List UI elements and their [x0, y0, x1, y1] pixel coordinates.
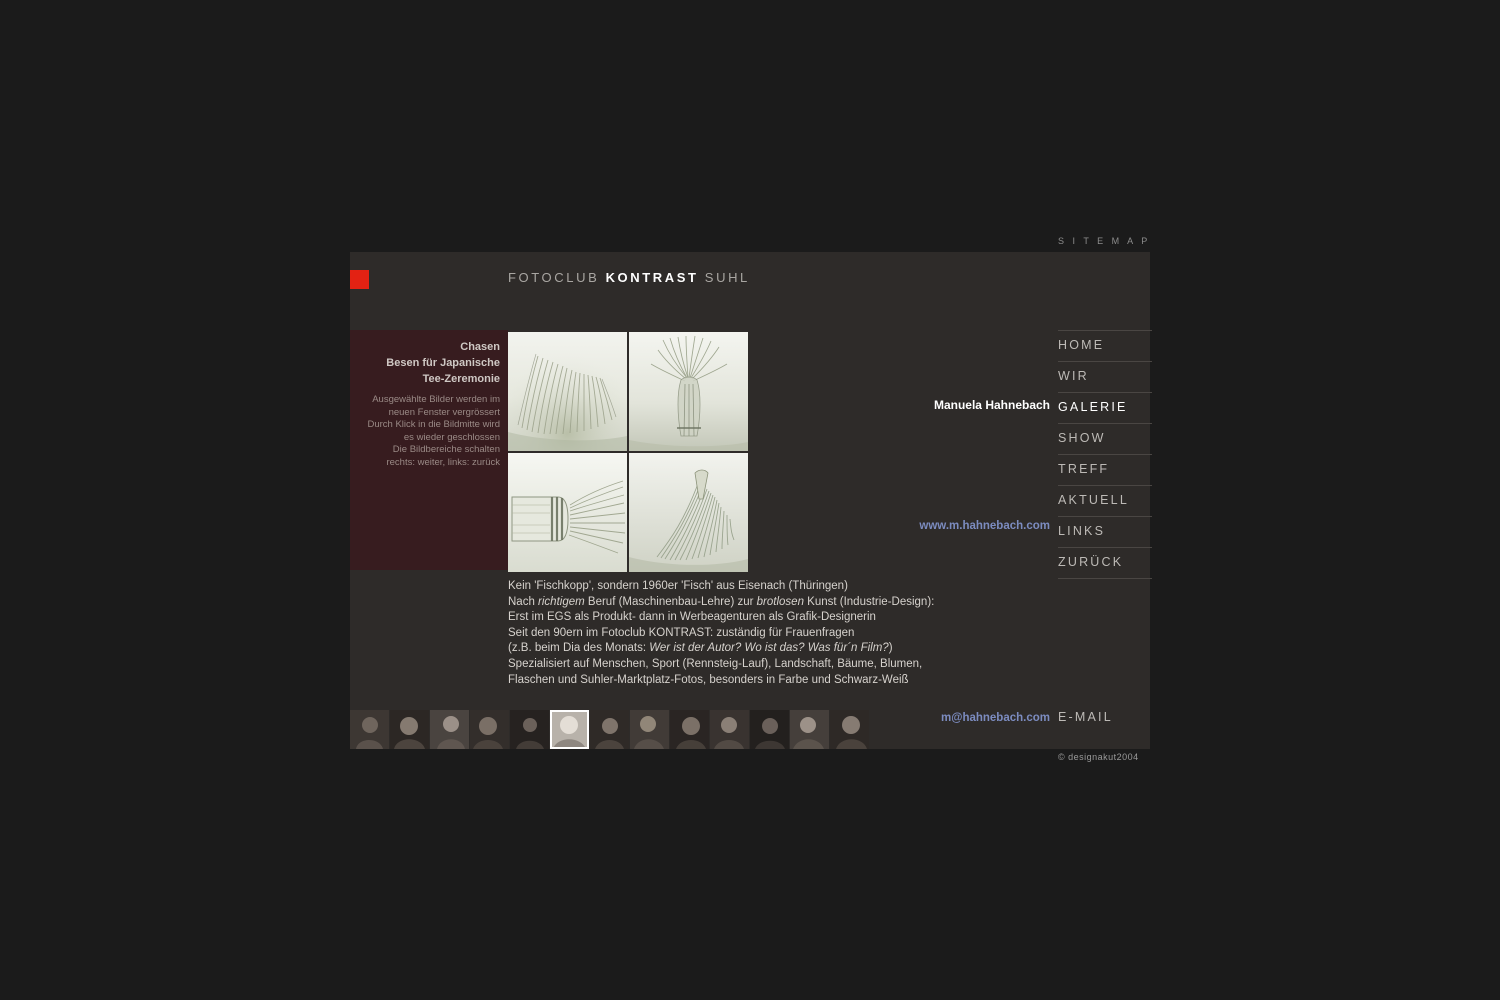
member-thumbnail-strip: [350, 710, 870, 749]
bio-line-2: Nach richtigem Beruf (Maschinenbau-Lehre) zur brotlosen Kunst (Industrie-Design):: [508, 595, 935, 608]
caption-note-line-3: Durch Klick in die Bildmitte wird: [367, 419, 500, 430]
caption-note-line-2: neuen Fenster vergrössert: [388, 406, 500, 418]
sitemap-link[interactable]: S I T E M A P: [1058, 236, 1151, 246]
caption-title-line-3: Tee-Zeremonie: [422, 373, 500, 385]
caption-title: [350, 339, 500, 387]
thumb-member-5[interactable]: [510, 710, 549, 749]
author-website-link[interactable]: www.m.hahnebach.com: [919, 520, 1050, 532]
brand-part-fotoclub: FOTOCLUB: [508, 270, 606, 285]
copyright-text: © designakut2004: [1058, 752, 1139, 762]
thumb-member-7[interactable]: [590, 710, 629, 749]
nav-item-home[interactable]: HOME: [1058, 330, 1152, 362]
nav-item-email[interactable]: E-MAIL: [1058, 710, 1113, 724]
photo-chasen-top-left[interactable]: [508, 332, 627, 451]
nav-item-aktuell[interactable]: AKTUELL: [1058, 486, 1152, 517]
caption-note: [350, 394, 500, 469]
thumb-member-1[interactable]: [350, 710, 389, 749]
brand-part-kontrast: KONTRAST: [605, 270, 699, 285]
thumb-member-3[interactable]: [430, 710, 469, 749]
bio-line-7: Flaschen und Suhler-Marktplatz-Fotos, besonders in Farbe und Schwarz-Weiß: [508, 673, 909, 686]
site-container: [350, 252, 1150, 749]
nav-item-links[interactable]: LINKS: [1058, 517, 1152, 548]
thumb-member-12[interactable]: [790, 710, 829, 749]
thumb-member-13[interactable]: [830, 710, 869, 749]
thumb-member-8[interactable]: [630, 710, 669, 749]
thumb-member-6[interactable]: [550, 710, 589, 749]
brand-title: [508, 270, 750, 285]
main-nav: [1058, 330, 1152, 579]
caption-note-line-1: Ausgewählte Bilder werden im: [372, 394, 500, 405]
bio-line-3: Erst im EGS als Produkt- dann in Werbeagenturen als Grafik-Designerin: [508, 611, 876, 624]
nav-item-show[interactable]: SHOW: [1058, 424, 1152, 455]
bio-line-1: Kein 'Fischkopp', sondern 1960er 'Fisch' aus Eisenach (Thüringen): [508, 580, 848, 592]
thumb-member-11[interactable]: [750, 710, 789, 749]
author-email-link[interactable]: m@hahnebach.com: [941, 712, 1050, 724]
nav-item-galerie[interactable]: GALERIE: [1058, 393, 1152, 424]
thumb-member-9[interactable]: [670, 710, 709, 749]
photo-chasen-bottom-right[interactable]: [629, 453, 748, 572]
author-name: Manuela Hahnebach: [933, 398, 1050, 412]
caption-panel: [350, 330, 508, 570]
nav-item-treff[interactable]: TREFF: [1058, 455, 1152, 486]
bio-line-5: (z.B. beim Dia des Monats: Wer ist der Autor? Wo ist das? Was für´n Film?): [508, 642, 893, 655]
thumb-member-10[interactable]: [710, 710, 749, 749]
bio-text: [508, 579, 1028, 688]
photo-chasen-bottom-left[interactable]: [508, 453, 627, 572]
logo-square-icon[interactable]: [350, 270, 369, 289]
caption-note-line-5: Die Bildbereiche schalten: [392, 444, 500, 455]
caption-title-line-2: Besen für Japanische: [386, 357, 500, 369]
caption-note-line-6: rechts: weiter, links: zurück: [386, 456, 500, 468]
caption-note-line-4: es wieder geschlossen: [403, 431, 500, 443]
bio-line-6: Spezialisiert auf Menschen, Sport (Rennsteig-Lauf), Landschaft, Bäume, Blumen,: [508, 657, 923, 670]
photo-chasen-top-right[interactable]: [629, 332, 748, 451]
caption-title-line-1: Chasen: [460, 341, 500, 353]
bio-line-4: Seit den 90ern im Fotoclub KONTRAST: zuständig für Frauenfragen: [508, 626, 855, 639]
nav-item-wir[interactable]: WIR: [1058, 362, 1152, 393]
thumb-member-2[interactable]: [390, 710, 429, 749]
thumb-member-4[interactable]: [470, 710, 509, 749]
brand-part-suhl: SUHL: [698, 270, 750, 285]
site-header: [350, 252, 1150, 324]
photo-grid: [508, 332, 748, 572]
nav-item-zurueck[interactable]: ZURÜCK: [1058, 548, 1152, 579]
